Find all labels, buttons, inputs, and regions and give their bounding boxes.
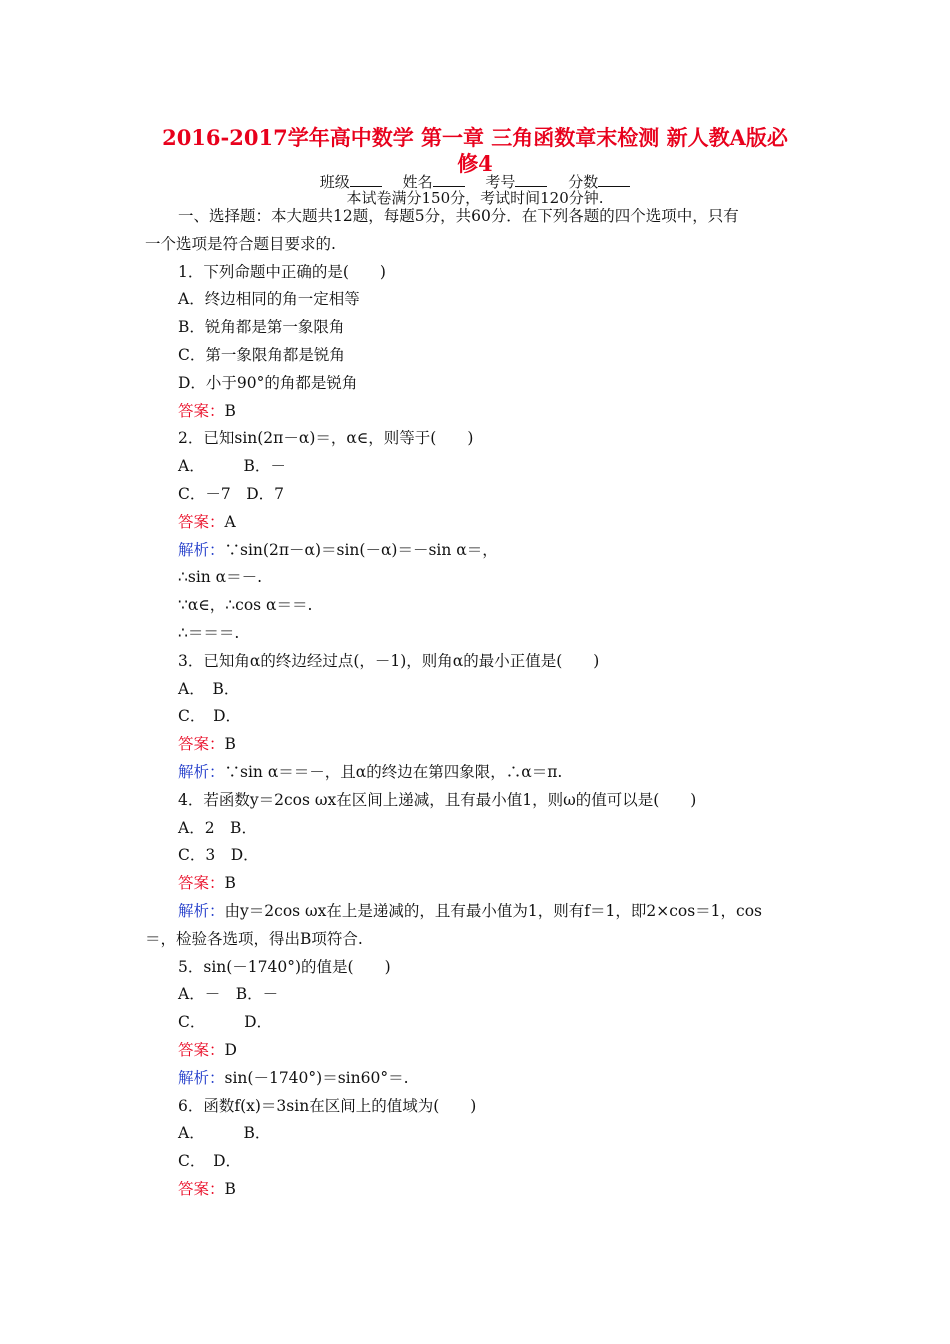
name-label: 姓名: [402, 173, 433, 191]
analysis-label: 解析：: [178, 540, 225, 559]
document-title-line-2: 修4: [457, 151, 493, 176]
answer-label: 答案：: [178, 512, 225, 531]
q2-step-1: ∴sin α＝－.: [178, 568, 263, 587]
analysis-label: 解析：: [178, 762, 225, 781]
q1-answer-value: B: [224, 401, 236, 420]
q4-options-ab: A．2 B．: [178, 818, 257, 837]
q2-options-cd: C．－7 D．7: [178, 484, 285, 503]
q4-options-cd: C．3 D．: [178, 846, 259, 865]
q4-analysis-line-1: [148, 898, 808, 926]
q2-stem: 2．已知sin(2π－α)＝，α∈，则等于( ): [178, 429, 474, 448]
q3-answer: [148, 731, 808, 759]
q2-answer-value: A: [224, 512, 236, 531]
class-label: 班级: [319, 173, 350, 191]
score-blank: [598, 172, 630, 187]
q5-analysis-text: sin(－1740°)＝sin60°＝.: [224, 1068, 409, 1087]
q5-answer: [148, 1037, 808, 1065]
q6-options-ab: A． B．: [178, 1124, 271, 1143]
q2-answer: [148, 509, 808, 537]
q6-answer: [148, 1176, 808, 1204]
q2-step-2: ∵α∈，∴cos α＝＝.: [178, 596, 313, 615]
q3-analysis-text: ∵sin α＝＝－，且α的终边在第四象限，∴α＝π.: [224, 762, 563, 781]
q3-stem: 3．已知角α的终边经过点(，－1)，则角α的最小正值是( ): [178, 651, 600, 670]
q1-option-a: A．终边相同的角一定相等: [178, 290, 360, 309]
name-blank: [433, 172, 465, 187]
q5-stem: 5．sin(－1740°)的值是( ): [178, 957, 391, 976]
answer-label: 答案：: [178, 735, 225, 754]
q4-stem: 4．若函数y＝2cos ωx在区间上递减，且有最小值1，则ω的值可以是( ): [178, 790, 697, 809]
q1-stem: 1．下列命题中正确的是( ): [178, 262, 386, 281]
analysis-label: 解析：: [178, 901, 225, 920]
class-blank: [350, 172, 382, 187]
q2-step-3: ∴＝＝＝.: [178, 623, 240, 642]
q2-analysis-text: ∵sin(2π－α)＝sin(－α)＝－sin α＝，: [224, 540, 498, 559]
section-heading-line-2: 一个选项是符合题目要求的.: [145, 234, 336, 253]
q1-option-c: C．第一象限角都是锐角: [178, 345, 345, 364]
q1-answer: [148, 398, 808, 426]
q4-analysis-text-1: 由y＝2cos ωx在上是递减的，且有最小值为1，则有f＝1，即2×cos＝1，cos: [224, 901, 763, 920]
exam-number-blank: [515, 172, 547, 187]
q5-options-ab: A．－ B．－: [178, 985, 279, 1004]
q4-analysis-line-2: ＝，检验各选项，得出B项符合.: [145, 929, 363, 948]
q1-option-d: D．小于90°的角都是锐角: [178, 373, 358, 392]
q4-answer: [148, 870, 808, 898]
q3-answer-value: B: [224, 735, 236, 754]
analysis-label: 解析：: [178, 1068, 225, 1087]
q4-answer-value: B: [224, 874, 236, 893]
q5-options-cd: C． D．: [178, 1013, 273, 1032]
q2-analysis: [148, 537, 808, 565]
answer-label: 答案：: [178, 1179, 225, 1198]
q6-stem: 6．函数f(x)＝3sin在区间上的值域为( ): [178, 1096, 477, 1115]
q5-analysis: [148, 1065, 808, 1093]
q1-option-b: B．锐角都是第一象限角: [178, 318, 345, 337]
answer-label: 答案：: [178, 401, 225, 420]
q3-options-cd: C． D．: [178, 707, 242, 726]
exam-body: [145, 203, 808, 1204]
answer-label: 答案：: [178, 1040, 225, 1059]
q5-answer-value: D: [224, 1040, 237, 1059]
exam-number-label: 考号: [485, 173, 516, 191]
exam-intro: 本试卷满分150分，考试时间120分钟.: [346, 189, 604, 207]
q3-options-ab: A． B．: [178, 679, 240, 698]
section-heading-line-1: 一、选择题：本大题共12题，每题5分，共60分．在下列各题的四个选项中，只有: [178, 207, 739, 225]
q6-options-cd: C． D．: [178, 1152, 242, 1171]
q2-options-ab: A． B．－: [178, 457, 286, 476]
q3-analysis: [148, 759, 808, 787]
score-label: 分数: [568, 173, 599, 191]
document-title-line-1: 2016-2017学年高中数学 第一章 三角函数章末检测 新人教A版必: [162, 125, 788, 150]
answer-label: 答案：: [178, 874, 225, 893]
q6-answer-value: B: [224, 1179, 236, 1198]
